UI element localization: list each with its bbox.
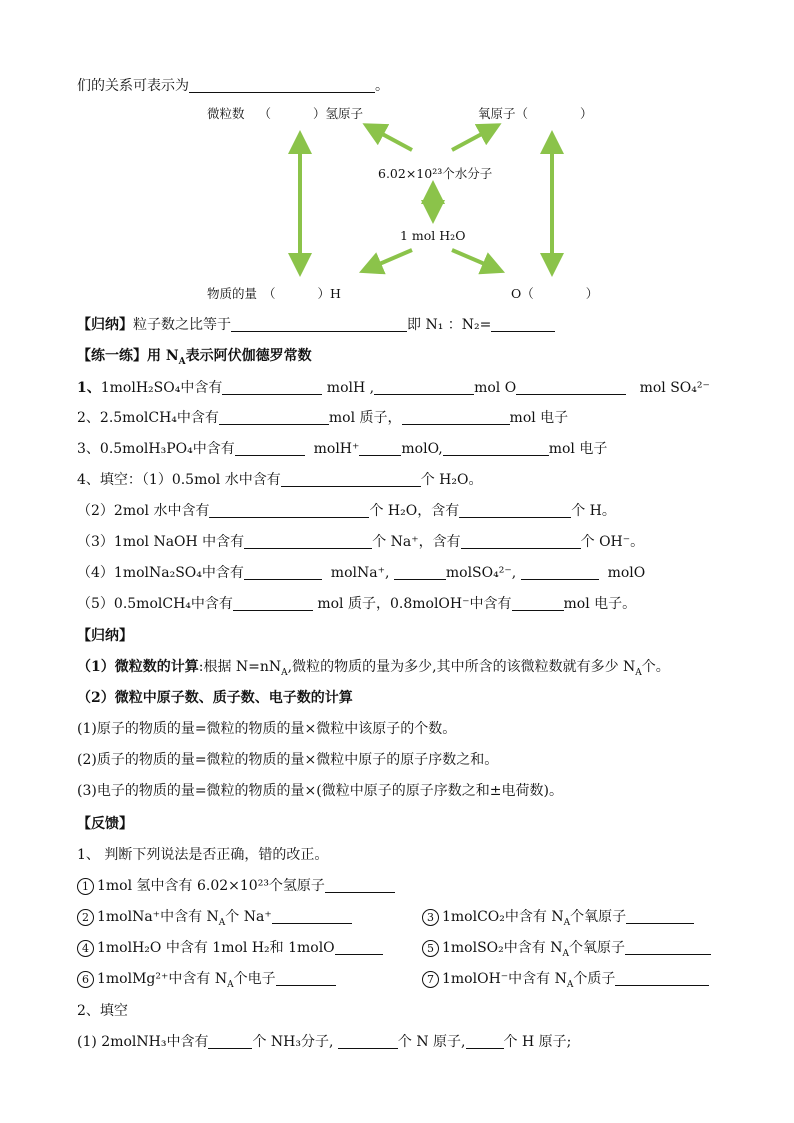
feedback-item-6: 6 1molMg²⁺中含有 $N_A$个电子 [77, 970, 336, 988]
practice-q1: 1、1molH₂SO₄中含有 molH , mol O mol SO₄²⁻ [77, 380, 710, 396]
blank[interactable] [615, 971, 709, 986]
blank[interactable] [244, 565, 322, 580]
blank[interactable] [219, 410, 329, 425]
feedback-q2-1: (1) 2molNH₃中含有 个 NH₃分子, 个 N 原子, 个 H 原子; [77, 1034, 572, 1050]
summary-r2: (2)质子的物质的量=微粒的物质的量×微粒中原子的原子序数之和。 [77, 752, 499, 768]
intro-suffix: 。 [375, 78, 389, 94]
blank[interactable] [338, 1034, 398, 1049]
intro-prefix: 们的关系可表示为 [77, 78, 189, 94]
blank[interactable] [222, 380, 322, 395]
blank[interactable] [325, 878, 395, 893]
practice-q4-1: 4、填空：（1）0.5mol 水中含有 个 H₂O。 [77, 472, 483, 488]
blank[interactable] [272, 909, 352, 924]
blank[interactable] [235, 441, 305, 456]
blank[interactable] [516, 380, 626, 395]
blank[interactable] [233, 596, 313, 611]
summary-ratio: 【归纳】粒子数之比等于 即 N₁ ：N₂= [77, 316, 555, 334]
feedback-q2: 2、填空 [77, 1003, 128, 1019]
blank[interactable] [276, 971, 336, 986]
blank[interactable] [461, 534, 581, 549]
blank[interactable] [491, 317, 555, 332]
bottom-right-label: O（ ） [511, 286, 599, 301]
practice-title: 【练一练】用 $N_A$表示阿伏伽德罗常数 [77, 348, 312, 367]
blank[interactable] [281, 472, 421, 487]
practice-q2: 2、2.5molCH₄中含有 mol 质子， mol 电子 [77, 410, 569, 426]
blank[interactable] [459, 503, 571, 518]
blank[interactable] [625, 940, 711, 955]
top-right-label: 氧原子（ ） [478, 106, 593, 121]
arrow-to-h-atoms [373, 129, 412, 150]
blank[interactable] [394, 565, 446, 580]
diagram-arrows [0, 0, 794, 320]
feedback-item-5: 5 1molSO₂中含有 $N_A$个氧原子 [422, 939, 711, 957]
summary-p1: （1）微粒数的计算:根据 $N=nN_A$,微粒的物质的量为多少,其中所含的该微粒数就有多少 $N_A$个。 [77, 659, 670, 678]
feedback-item-4: 4 1molH₂O 中含有 1mol H₂和 1molO [77, 939, 383, 957]
blank[interactable] [359, 441, 401, 456]
feedback-heading: 【反馈】 [77, 816, 133, 832]
practice-q3: 3、0.5molH₃PO₄中含有 molH⁺ molO, mol 电子 [77, 441, 608, 457]
blank[interactable] [626, 909, 694, 924]
blank[interactable] [335, 940, 383, 955]
practice-q4-2: （2）2mol 水中含有 个 H₂O，含有 个 H。 [77, 503, 616, 519]
practice-q4-5: （5）0.5molCH₄中含有 mol 质子，0.8molOH⁻中含有 mol 电子。 [77, 596, 637, 612]
summary-p2: （2）微粒中原子数、质子数、电子数的计算 [77, 690, 353, 706]
blank[interactable] [209, 503, 369, 518]
blank[interactable] [512, 596, 564, 611]
center-top-label: 6.02×10²³个水分子 [378, 166, 493, 181]
bottom-left-label: 物质的量 （ ）H [207, 286, 341, 301]
center-bottom-label: 1 mol H₂O [400, 228, 466, 243]
practice-q4-4: （4）1molNa₂SO₄中含有 molNa⁺, molSO₄²⁻, molO [77, 565, 646, 581]
blank[interactable] [443, 441, 549, 456]
feedback-q1: 1、 判断下列说法是否正确，错的改正。 [77, 847, 329, 863]
summary-r3: (3)电子的物质的量=微粒的物质的量×(微粒中原子的原子序数之和±电荷数)。 [77, 783, 563, 799]
practice-q4-3: （3）1mol NaOH 中含有 个 Na⁺，含有 个 OH⁻。 [77, 534, 645, 550]
blank[interactable] [466, 1034, 504, 1049]
feedback-item-2: 2 1molNa⁺中含有 $N_A$个 Na⁺ [77, 908, 352, 926]
blank[interactable] [402, 410, 510, 425]
blank[interactable] [374, 380, 474, 395]
blank[interactable] [208, 1034, 252, 1049]
arrow-to-h-mol [370, 250, 412, 268]
summary-heading: 【归纳】 [77, 628, 133, 644]
arrow-to-o-atoms [452, 129, 491, 150]
top-left-label: 微粒数 （ ）氢原子 [207, 106, 364, 121]
blank[interactable] [231, 317, 407, 332]
summary-r1: (1)原子的物质的量=微粒的物质的量×微粒中该原子的个数。 [77, 721, 457, 737]
blank[interactable] [521, 565, 599, 580]
feedback-item-1: 1 1mol 氢中含有 6.02×10²³个氢原子 [77, 877, 395, 895]
blank[interactable] [244, 534, 372, 549]
arrow-to-o-mol [452, 250, 494, 268]
feedback-item-7: 7 1molOH⁻中含有 $N_A$个质子 [422, 970, 709, 988]
feedback-item-3: 3 1molCO₂中含有 $N_A$个氧原子 [422, 908, 694, 926]
